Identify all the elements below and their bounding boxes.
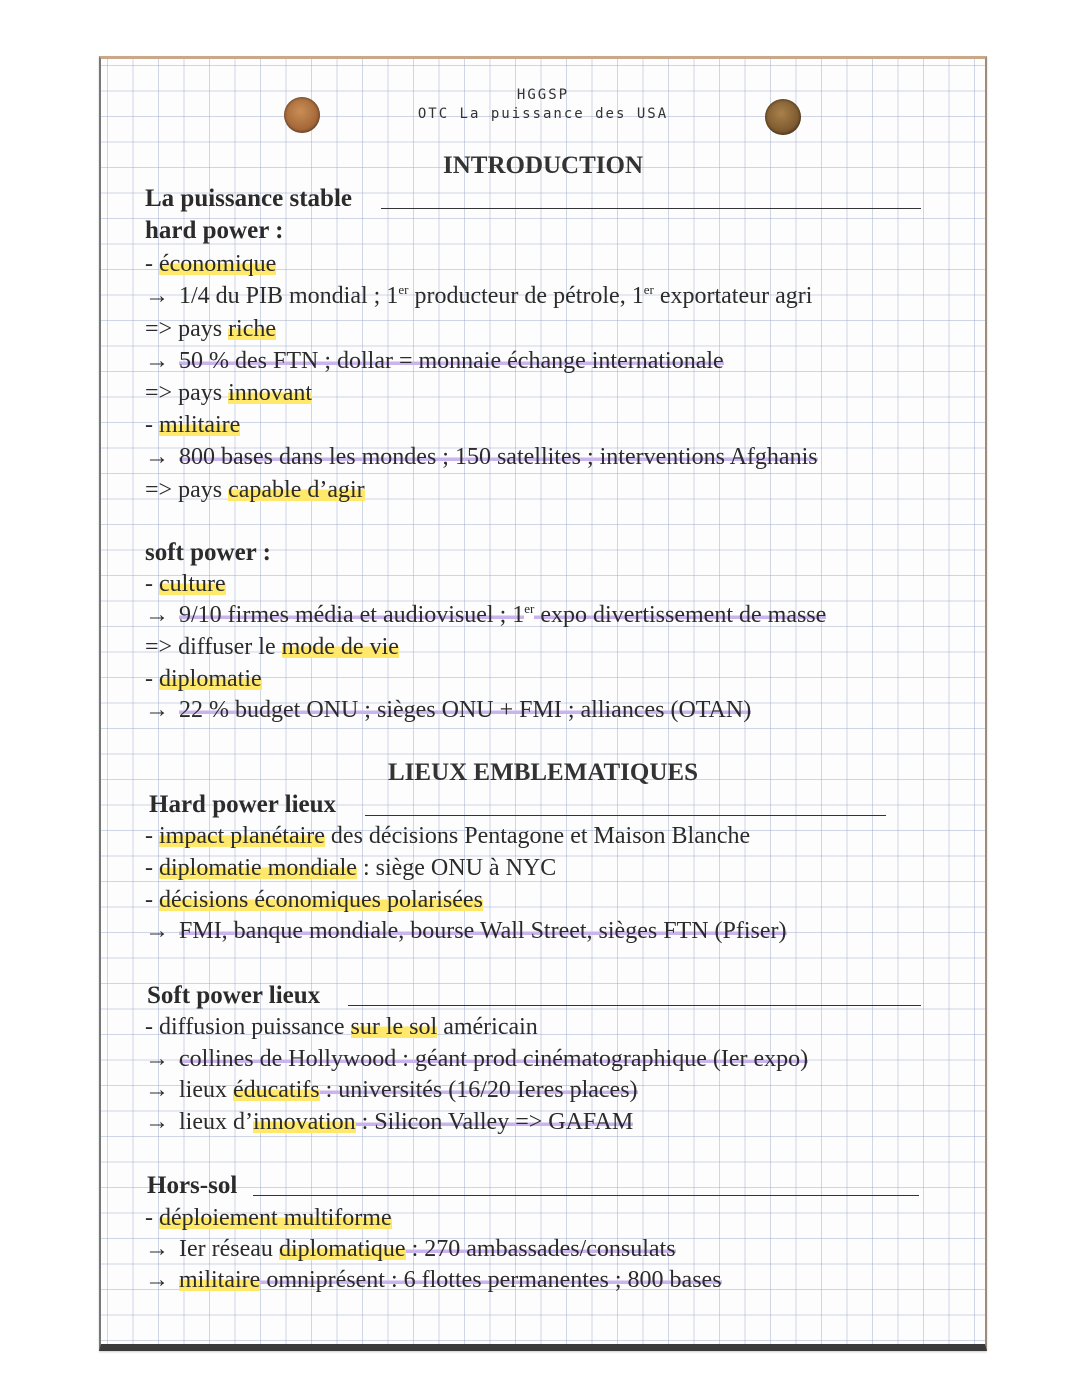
hors-sol-heading: Hors-sol: [147, 1172, 238, 1199]
arrow-icon: →: [145, 697, 169, 723]
culture-item: - culture: [145, 571, 226, 597]
culture-detail-line: → 9/10 firmes média et audiovisuel ; 1er expo divertissement de masse: [145, 601, 827, 628]
notebook-sheet: [99, 56, 987, 1351]
heading-underline: [253, 1195, 919, 1196]
header-subject: HGGSP: [516, 87, 570, 103]
arrow-icon: →: [145, 444, 169, 470]
eco-detail-line: → 1/4 du PIB mondial ; 1er producteur de pétrole, 1er exportateur agri: [145, 282, 813, 309]
heading-underline: [348, 1005, 921, 1006]
innovant-line: => pays innovant: [145, 380, 313, 406]
soft-lieux-detail-line: → lieux d’innovation : Silicon Valley => GAFAM: [145, 1109, 634, 1135]
hors-sol-detail-line: → militaire omniprésent : 6 flottes permanentes ; 800 bases: [145, 1267, 722, 1293]
hard-lieux-item: - impact planétaire des décisions Pentagone et Maison Blanche: [145, 823, 751, 849]
header-topic: OTC La puissance des USA: [417, 106, 669, 122]
soft-lieux-heading: Soft power lieux: [147, 982, 321, 1009]
hors-sol-item: - déploiement multiforme: [145, 1205, 392, 1231]
ftn-line: → 50 % des FTN ; dollar = monnaie échange internationale: [145, 348, 724, 374]
arrow-icon: →: [145, 1109, 169, 1135]
intro-title: INTRODUCTION: [442, 152, 644, 179]
arrow-icon: →: [145, 348, 169, 374]
arrow-icon: →: [145, 283, 169, 309]
lieux-title: LIEUX EMBLEMATIQUES: [387, 759, 698, 786]
diplomatie-item: - diplomatie: [145, 666, 262, 692]
mil-detail-line: → 800 bases dans les mondes ; 150 satellites ; interventions Afghanis: [145, 444, 818, 470]
soft-lieux-detail-line: → lieux éducatifs : universités (16/20 Ieres places): [145, 1077, 638, 1103]
riche-line: => pays riche: [145, 316, 277, 342]
hard-lieux-item: - décisions économiques polarisées: [145, 887, 483, 913]
hard-lieux-heading: Hard power lieux: [149, 791, 337, 818]
arrow-icon: →: [145, 1267, 169, 1293]
soft-lieux-detail-line: → collines de Hollywood : géant prod cinématographique (Ier expo): [145, 1046, 809, 1072]
soft-power-heading: soft power :: [145, 539, 271, 566]
hard-lieux-item: - diplomatie mondiale : siège ONU à NYC: [145, 855, 557, 881]
agir-line: => pays capable d’agir: [145, 477, 365, 503]
arrow-icon: →: [145, 1236, 169, 1262]
onu-line: → 22 % budget ONU ; sièges ONU + FMI ; alliances (OTAN): [145, 697, 752, 723]
arrow-icon: →: [145, 1077, 169, 1103]
hard-power-heading: hard power :: [145, 217, 284, 244]
arrow-icon: →: [145, 918, 169, 944]
mil-item: - militaire: [145, 412, 241, 438]
heading-underline: [365, 815, 886, 816]
arrow-icon: →: [145, 1046, 169, 1072]
eco-item: - économique: [145, 251, 277, 277]
hard-lieux-detail-line: → FMI, banque mondiale, bourse Wall Street, sièges FTN (Pfiser): [145, 918, 787, 944]
arrow-icon: →: [145, 602, 169, 628]
hors-sol-detail-line: → Ier réseau diplomatique : 270 ambassades/consulats: [145, 1236, 676, 1262]
eco-highlight: économique: [159, 251, 277, 277]
mode-de-vie-line: => diffuser le mode de vie: [145, 634, 399, 660]
soft-lieux-item: - diffusion puissance sur le sol américain: [145, 1014, 538, 1040]
stable-heading: La puissance stable: [145, 185, 352, 212]
heading-underline: [381, 208, 921, 209]
